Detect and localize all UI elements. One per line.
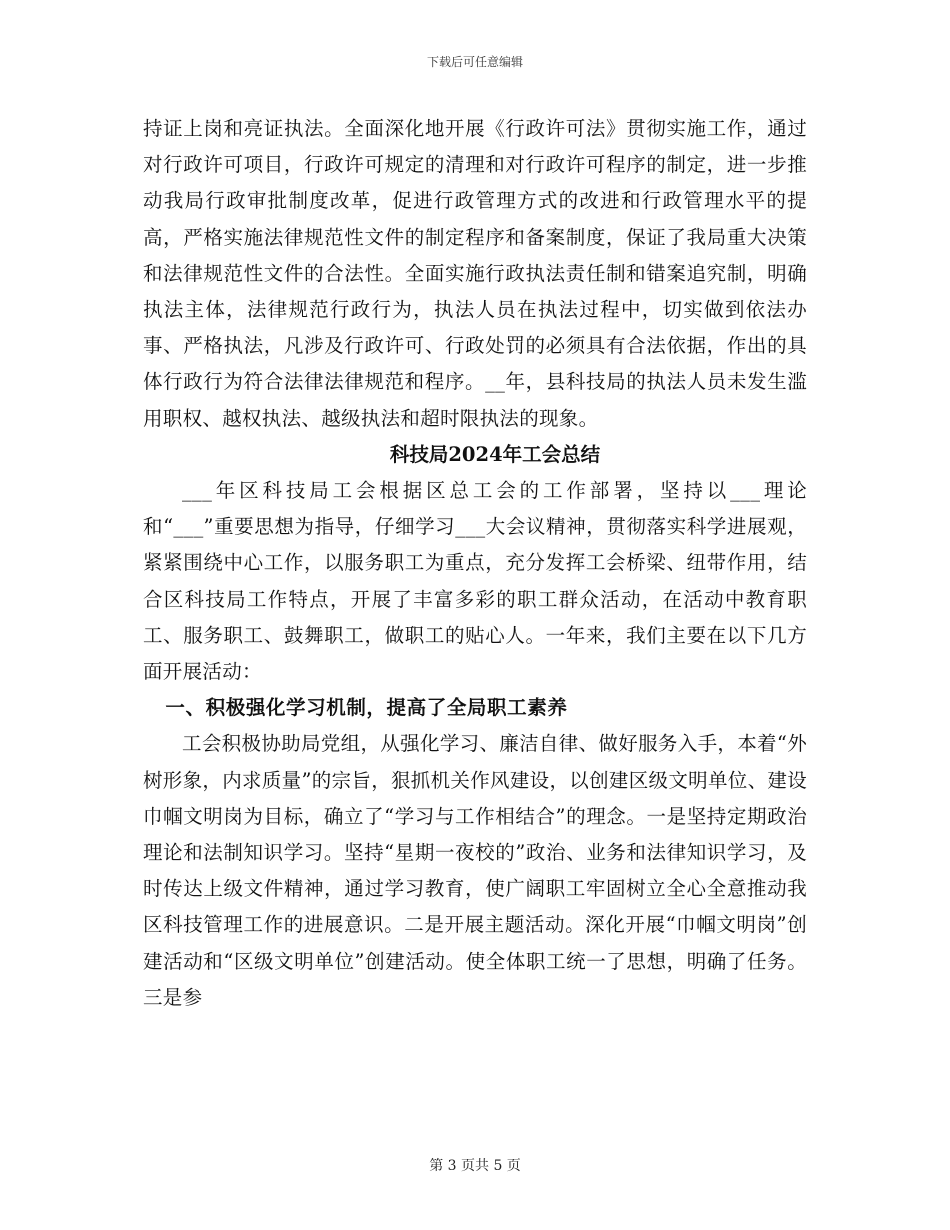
document-body xyxy=(143,111,807,1016)
body-paragraph-intro: ___年区科技局工会根据区总工会的工作部署，坚持以___理论和“___”重要思想为指导，仔细学习___大会议精神，贯彻落实科学进展观，紧紧围绕中心工作，以服务职工为重点，充分发挥工会桥梁、纽带作用，结合区科技局工作特点，开展了丰富多彩的职工群众活动，在活动中教育职工、服务职工、鼓舞职工，做职工的贴心人。一年来，我们主要在以下几方面开展活动： xyxy=(143,479,807,684)
document-title: 科技局2024年工会总结 xyxy=(389,442,601,466)
section-heading-1: 一、积极强化学习机制，提高了全局职工素养 xyxy=(165,696,568,720)
body-paragraph-continued: 持证上岗和亮证执法。全面深化地开展《行政许可法》贯彻实施工作，通过对行政许可项目，行政许可规定的清理和对行政许可程序的制定，进一步推动我局行政审批制度改革，促进行政管理方式的改进和行政管理水平的提高，严格实施法律规范性文件的制定程序和备案制度，保证了我局重大决策和法律规范性文件的合法性。全面实施行政执法责任制和错案追究制，明确执法主体，法律规范行政行为，执法人员在执法过程中，切实做到依法办事、严格执法，凡涉及行政许可、行政处罚的必须具有合法依据，作出的具体行政行为符合法律法律规范和程序。__年，县科技局的执法人员未发生滥用职权、越权执法、越级执法和超时限执法的现象。 xyxy=(143,117,807,430)
page-number: 第 3 页共 5 页 xyxy=(429,1158,521,1174)
body-paragraph-section-1: 工会积极协助局党组，从强化学习、廉洁自律、做好服务入手，本着“外树形象，内求质量”的宗旨，狠抓机关作风建设，以创建区级文明单位、建设巾帼文明岗为目标，确立了“学习与工作相结合”的理念。一是坚持定期政治理论和法制知识学习。坚持“星期一夜校的”政治、业务和法律知识学习，及时传达上级文件精神，通过学习教育，使广阔职工牢固树立全心全意推动我区科技管理工作的进展意识。二是开展主题活动。深化开展“巾帼文明岗”创建活动和“区级文明单位”创建活动。使全体职工统一了思想，明确了任务。三是参 xyxy=(143,732,807,1009)
page-header: 下载后可任意编辑 xyxy=(426,55,523,69)
